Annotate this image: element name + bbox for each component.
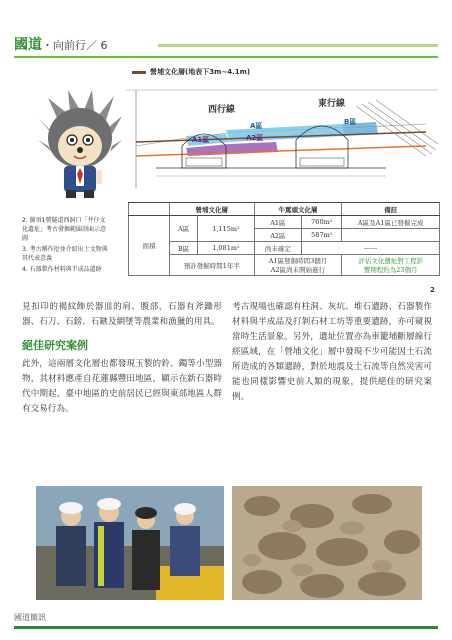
row-label: 面積 bbox=[129, 216, 170, 276]
footer-rule bbox=[14, 626, 438, 629]
page-title bbox=[14, 34, 108, 54]
title-main: 國道 bbox=[14, 37, 42, 53]
table-cell: 預計發掘時間1年半 bbox=[170, 255, 255, 276]
table-cell: 1,115m² bbox=[198, 216, 254, 242]
site-visit-photo bbox=[36, 486, 224, 600]
table-cell: 760m² bbox=[302, 216, 342, 229]
note-item: 4. 石器製作材料與半成品遺跡 bbox=[22, 266, 102, 273]
hedgehog-mascot-image bbox=[38, 90, 122, 200]
plan-note-2: 響期程約為23個月 bbox=[363, 266, 418, 274]
paragraph: 見扣印的褐紋飾於器皿的肩、腹部，石器有斧鋤形器、石刀、石鎊、石鏃及網墜等農業和漁獵的用具。 bbox=[22, 302, 222, 327]
cross-section-diagram bbox=[126, 76, 438, 194]
table-cell: 1,081m² bbox=[198, 242, 254, 255]
figure-notes bbox=[22, 216, 108, 276]
west-line-label: 西行線 bbox=[208, 105, 236, 115]
legend-label-1: 營埔文化層(地表下3m~4.1m) bbox=[150, 68, 251, 76]
excavation-table bbox=[128, 202, 440, 276]
note-item: 3. 考古稱作挖並介紹出土文物與其代表意義 bbox=[22, 246, 108, 262]
plan-b-text: A2區尚未開始進行 bbox=[270, 266, 326, 274]
table-cell: 尚未確定 bbox=[254, 242, 302, 255]
excavation-photo bbox=[232, 486, 422, 600]
table-cell bbox=[254, 255, 342, 276]
table-header-row bbox=[129, 203, 440, 216]
title-sub: ・向前行／ 6 bbox=[42, 39, 108, 52]
table-cell: 營埔文化層 bbox=[170, 203, 255, 216]
table-cell: A區及A1區已發掘完成 bbox=[342, 216, 440, 229]
zone-a1-label: A1區 bbox=[192, 136, 210, 144]
table-cell: B區 bbox=[170, 242, 198, 255]
east-line-label: 東行線 bbox=[318, 99, 346, 109]
zone-a-label: A區 bbox=[250, 122, 263, 130]
plan-note-1: 評估文化遺址對工程影 bbox=[358, 257, 424, 265]
table-cell: 587m² bbox=[302, 229, 342, 242]
table-row bbox=[129, 216, 440, 229]
table-cell: A1區 bbox=[254, 216, 302, 229]
header-rule bbox=[14, 56, 438, 58]
text-column-left bbox=[22, 300, 222, 417]
table-cell: ------ bbox=[302, 242, 440, 255]
paragraph: 此外，這兩層文化層也都發現玉製的鈴、鐲等小型器物，其材料應產自花蓮縣豐田地區，顯示在新石器時代中期起，臺中地區的史前居民已經與東部地區人群有交易行為。 bbox=[22, 359, 222, 414]
table-row bbox=[129, 255, 440, 276]
plan-a-text: A1區發掘時間3個月 bbox=[268, 257, 328, 265]
table-cell bbox=[129, 203, 170, 216]
table-row bbox=[129, 242, 440, 255]
table-cell bbox=[342, 229, 440, 242]
paragraph: 考古現場也確認有柱洞、灰坑、堆石遺跡、石器製作材料與半成品及打剝石材工坊等重要遺跡，亦可窺視當時生活景象。另外，遺址位置亦為車籠埔斷層線行經區域，在「營埔文化」層中發現不少可能因土石流所造成的各類遺跡，對於地震及土石流等自然災害可能也同樣影響史前人類的現象，提供絕佳的研究案例。 bbox=[232, 302, 432, 402]
zone-a2-label: A2區 bbox=[246, 134, 264, 142]
figure-number: 2 bbox=[430, 286, 435, 294]
legend-swatch-1 bbox=[132, 71, 146, 74]
table-cell: 備註 bbox=[342, 203, 440, 216]
table-cell: A2區 bbox=[254, 229, 302, 242]
table-cell: A區 bbox=[170, 216, 198, 242]
footer-publication-name: 國道簡訊 bbox=[14, 613, 46, 622]
text-column-right bbox=[232, 300, 432, 405]
section-heading: 絕佳研究案例 bbox=[22, 339, 88, 352]
table-cell: 牛罵頭文化層 bbox=[254, 203, 342, 216]
note-item: 2. 圖須1號隧道西洞口「井仔文化遺址」考古發掘範圍剖面示意圖 bbox=[22, 217, 107, 242]
zone-b-label: B區 bbox=[344, 118, 357, 126]
table-cell bbox=[342, 255, 440, 276]
header-accent-bar bbox=[158, 44, 438, 47]
